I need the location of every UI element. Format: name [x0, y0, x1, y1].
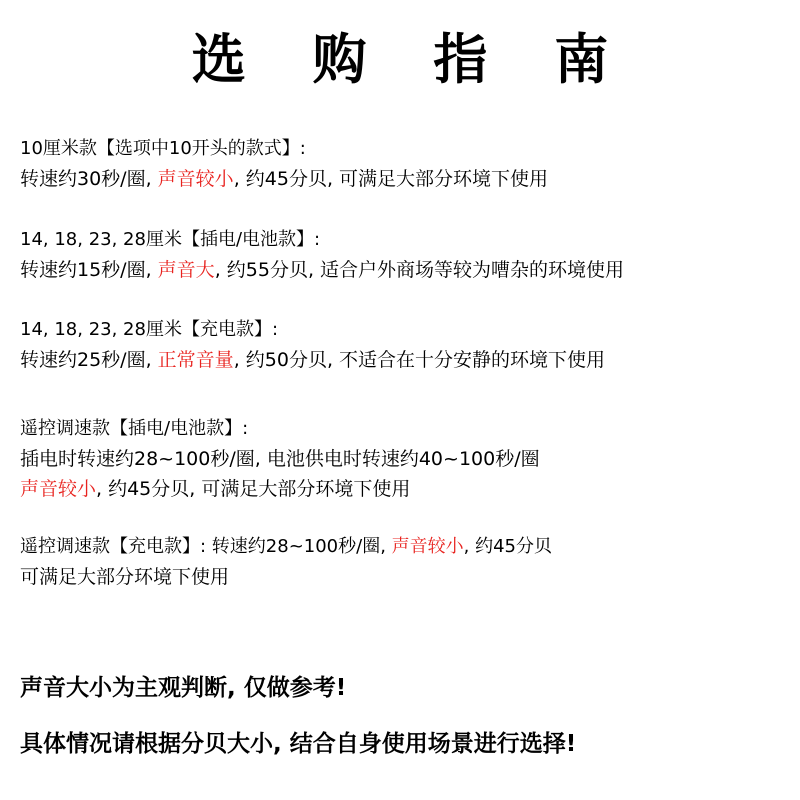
section-10cm — [20, 134, 790, 194]
section-rechargeable — [20, 315, 790, 375]
decibel-text: , 约55分贝, 适合户外商场等较为嘈杂的环境使用 — [214, 259, 625, 281]
volume-highlight: 声音大 — [157, 259, 215, 281]
volume-highlight: 声音较小 — [157, 168, 234, 190]
section-remote-rechargeable — [20, 532, 790, 592]
section-plugin-battery — [20, 225, 790, 285]
section-heading: 遥控调速款【插电/电池款】: — [20, 418, 249, 439]
section-heading: 14, 18, 23, 28厘米【充电款】: — [20, 319, 279, 340]
section-detail — [20, 345, 790, 375]
section-detail — [20, 474, 790, 504]
decibel-text: , 约45分贝, 可满足大部分环境下使用 — [233, 168, 549, 190]
note-subjective: 声音大小为主观判断, 仅做参考! — [20, 675, 347, 701]
section-detail — [20, 164, 790, 194]
decibel-text: , 约45分贝 — [463, 536, 552, 557]
section-remote-plugin-battery — [20, 414, 790, 504]
speed-text: 插电时转速约28~100秒/圈, 电池供电时转速约40~100秒/圈 — [20, 448, 540, 470]
heading-text: 遥控调速款【充电款】: 转速约28~100秒/圈, — [20, 536, 392, 557]
speed-text: 转速约25秒/圈, — [20, 349, 158, 371]
section-detail — [20, 255, 790, 285]
volume-highlight: 声音较小 — [20, 478, 97, 500]
volume-highlight: 声音较小 — [391, 536, 464, 557]
section-detail — [20, 562, 790, 592]
page-title: 选 购 指 南 — [191, 28, 633, 91]
decibel-text: , 约50分贝, 不适合在十分安静的环境下使用 — [233, 349, 606, 371]
section-heading: 10厘米款【选项中10开头的款式】: — [20, 138, 306, 159]
decibel-text: , 约45分贝, 可满足大部分环境下使用 — [96, 478, 411, 500]
usage-text: 可满足大部分环境下使用 — [20, 566, 230, 588]
section-heading: 14, 18, 23, 28厘米【插电/电池款】: — [20, 229, 321, 250]
volume-highlight: 正常音量 — [157, 349, 234, 371]
section-heading — [20, 532, 790, 562]
speed-text: 转速约30秒/圈, — [20, 168, 158, 190]
speed-text: 转速约15秒/圈, — [20, 259, 158, 281]
note-choose-by-decibel: 具体情况请根据分贝大小, 结合自身使用场景进行选择! — [20, 731, 577, 757]
section-detail — [20, 444, 790, 474]
disclaimer-notes — [20, 660, 790, 772]
